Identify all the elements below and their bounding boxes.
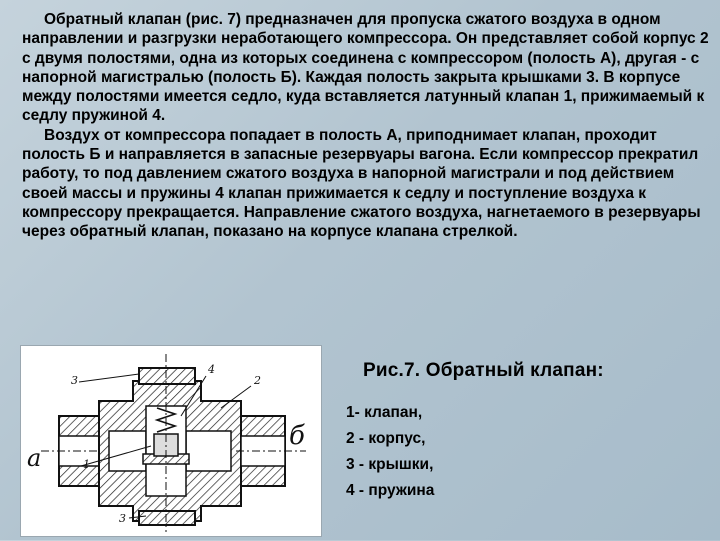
part-number-1: 1 [83, 458, 90, 471]
check-valve-svg [21, 346, 321, 536]
figure-caption [343, 360, 713, 504]
legend-item-covers: 3 - крышки, [346, 456, 434, 473]
legend-item-spring: 4 - пружина [346, 482, 435, 499]
legend-list [343, 400, 713, 504]
caption-title: Рис.7. Обратный клапан: [363, 360, 604, 381]
part-number-3-top: 3 [71, 374, 78, 387]
cavity-a-label: а [27, 444, 42, 472]
part-number-2: 2 [254, 374, 261, 387]
left-fitting [41, 416, 101, 486]
paragraph-2: Воздух от компрессора попадает в полость А, приподнимает клапан, проходит полость Б и направляется в запасные резервуары вагона. Если компрессор прекратил работу, то под давлением сжатого воздуха в напорной магистрали и под действием своей массы и пружины 4 клапан прижимается к седлу и поступление воздуха к компрессору прекращается. Направление сжатого воздуха, нагнетаемого в резервуары через обратный клапан, показано на корпусе клапана стрелкой. [22, 126, 701, 241]
check-valve-drawing [20, 345, 322, 537]
valve-body [99, 354, 241, 532]
cavity-b-label: б [289, 421, 305, 451]
legend-item-body: 2 - корпус, [346, 430, 426, 447]
legend-item-valve: 1- клапан, [346, 404, 423, 421]
paragraph-1: Обратный клапан (рис. 7) предназначен для пропуска сжатого воздуха в одном направлении и разгрузки неработающего компрессора. Он представляет собой корпус 2 с двумя полостями, одна из которых соединена с компрессором (полость А), другая - с напорной магистралью (полость Б). Каждая полость закрыта крышками 3. В корпусе между полостями имеется седло, куда вставляется латунный клапан 1, прижимаемый к седлу пружиной 4. [22, 11, 709, 125]
part-number-4: 4 [208, 363, 215, 376]
body-text [22, 10, 712, 242]
part-number-3-bottom: 3 [119, 512, 126, 525]
